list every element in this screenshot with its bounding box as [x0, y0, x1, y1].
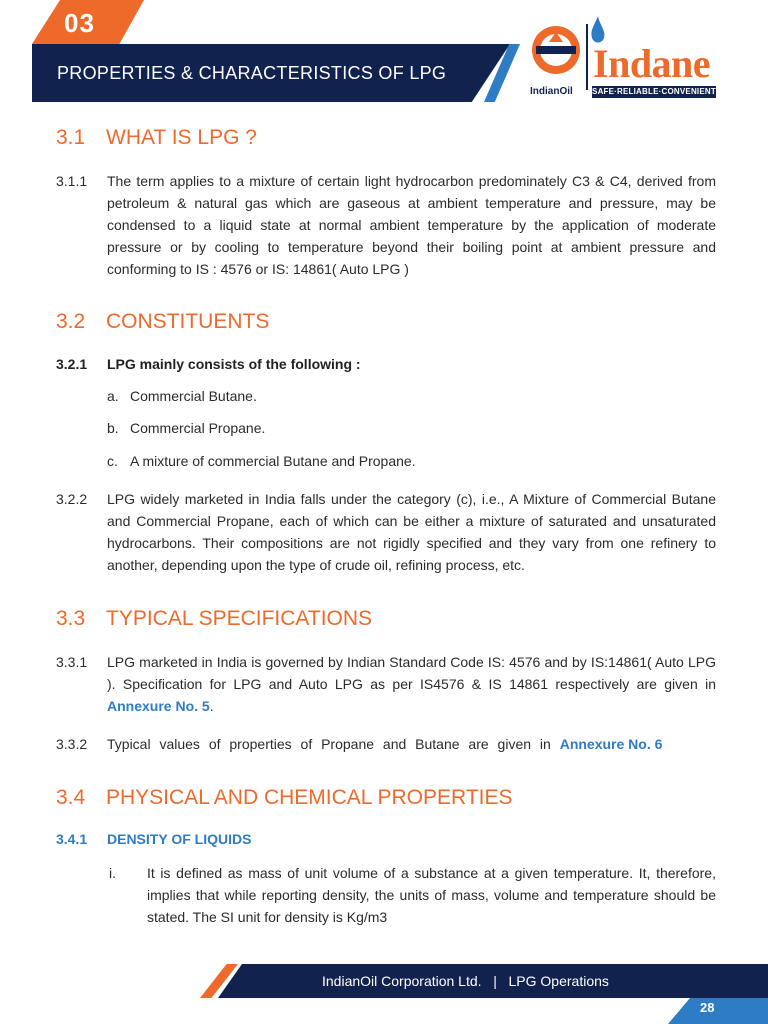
list-text: Commercial Propane. — [130, 420, 266, 436]
list-label: a. — [107, 388, 119, 404]
paragraph-text: The term applies to a mixture of certain light hydrocarbon predominately C3 & C4, derived from petroleum & natural gas which are gaseous at ambient temperature and pressure, may be condensed to a liquid state at normal ambient temperature by the application of moderate pressure or by cooling to temperature beyond their boiling point at ambient pressure and conforming to IS : 4576 or IS: 14861( Auto LPG ) — [107, 173, 716, 277]
paragraph-3-3-2 — [56, 733, 716, 757]
section-title: WHAT IS LPG ? — [106, 126, 257, 149]
paragraph-number: 3.3.1 — [56, 654, 88, 670]
roman-list-item — [109, 862, 716, 932]
section-heading-3-3 — [56, 607, 372, 631]
indane-brand: Indane — [593, 41, 711, 86]
list-label: b. — [107, 420, 119, 436]
paragraph-number: 3.2.1 — [56, 356, 88, 372]
subsection-title: DENSITY OF LIQUIDS — [107, 831, 252, 847]
paragraph-body: LPG marketed in India is governed by Indian Standard Code IS: 4576 and by IS:14861( Auto LPG ). Specification for LPG and Auto LPG as per IS4576 & IS 14861 respectively are given in — [107, 654, 716, 692]
list-text: Commercial Butane. — [130, 388, 257, 404]
subsection-number: 3.4.1 — [56, 831, 88, 847]
list-text: A mixture of commercial Butane and Propane. — [130, 453, 416, 469]
annexure-5-link[interactable]: Annexure No. 5 — [107, 698, 210, 714]
section-number: 3.3 — [56, 607, 86, 630]
section-heading-3-4 — [56, 786, 513, 810]
list-item — [107, 420, 265, 436]
section-number: 3.1 — [56, 126, 86, 149]
paragraph-text — [107, 733, 716, 755]
paragraph-3-3-1 — [56, 651, 716, 719]
paragraph-number: 3.2.2 — [56, 491, 88, 507]
page-number-bar — [668, 998, 768, 1024]
brand-tagline: SAFE·RELIABLE·CONVENIENT — [592, 87, 716, 96]
roman-label: i. — [109, 865, 116, 881]
section-number: 3.4 — [56, 786, 86, 809]
annexure-6-link[interactable]: Annexure No. 6 — [559, 736, 663, 752]
paragraph-text — [107, 651, 716, 717]
section-title: CONSTITUENTS — [106, 310, 270, 333]
roman-text: It is defined as mass of unit volume of a substance at a given temperature. It, therefore, implies that while reporting density, the units of mass, volume and temperature should be stated. The SI unit for density is Kg/m3 — [147, 865, 716, 925]
footer-text: IndianOil Corporation Ltd. | LPG Operations — [322, 973, 609, 989]
flame-icon — [591, 16, 604, 43]
page-title: PROPERTIES & CHARACTERISTICS OF LPG — [57, 63, 447, 83]
paragraph-number: 3.1.1 — [56, 173, 88, 189]
paragraph-number: 3.3.2 — [56, 736, 88, 752]
list-item — [107, 388, 257, 404]
indianoil-label: IndianOil — [530, 86, 573, 97]
page-number: 28 — [700, 1000, 715, 1015]
paragraph-3-1-1 — [56, 170, 716, 280]
section-title: TYPICAL SPECIFICATIONS — [106, 607, 373, 630]
paragraph-3-2-1 — [56, 356, 361, 372]
paragraph-body: Typical values of properties of Propane and Butane are given in — [107, 736, 560, 752]
paragraph-text: LPG widely marketed in India falls under the category (c), i.e., A Mixture of Commercial Butane and Commercial Propane, each of which can be either a mixture of saturated and unsaturated hydrocarbons. Their compositions are not rigidly specified and they vary from one refinery to another, depending upon the type of crude oil, refining process, etc. — [107, 491, 716, 573]
section-heading-3-2 — [56, 310, 269, 334]
section-heading-3-1 — [56, 126, 257, 150]
section-title: PHYSICAL AND CHEMICAL PROPERTIES — [106, 786, 513, 809]
chapter-number: 03 — [64, 8, 95, 38]
paragraph-3-2-2 — [56, 488, 716, 578]
section-number: 3.2 — [56, 310, 86, 333]
list-item — [107, 453, 416, 469]
list-label: c. — [107, 453, 118, 469]
paragraph-text: LPG mainly consists of the following : — [107, 356, 361, 372]
paragraph-end: . — [209, 698, 214, 714]
subsection-heading-3-4-1 — [56, 831, 251, 847]
